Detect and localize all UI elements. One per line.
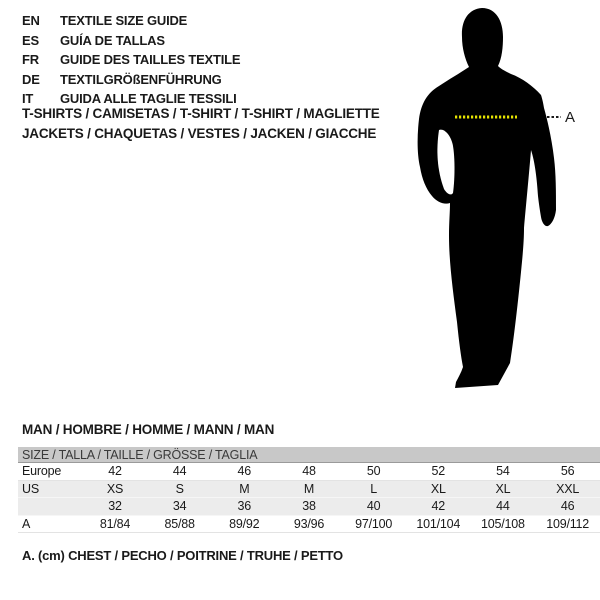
cell: 50 [341, 463, 406, 481]
cell: 52 [406, 463, 471, 481]
table-row-a-chest [18, 515, 600, 533]
cell: 48 [277, 463, 342, 481]
cell: 42 [83, 463, 148, 481]
cell: L [341, 480, 406, 498]
category-jackets: JACKETS / CHAQUETAS / VESTES / JACKEN / GIACCHE [22, 126, 377, 141]
measurement-a-label: A [565, 109, 576, 126]
cell: 40 [341, 498, 406, 516]
size-table-header-row [18, 447, 600, 463]
footnote-chest: A. (cm) CHEST / PECHO / POITRINE / TRUHE / PETTO [22, 548, 343, 563]
row-label: A [18, 515, 83, 533]
cell: 44 [147, 463, 212, 481]
cell: XL [406, 480, 471, 498]
language-code: EN [22, 13, 40, 29]
language-label: TEXTILE SIZE GUIDE [60, 13, 188, 29]
row-label [18, 498, 83, 516]
language-label: GUIDE DES TAILLES TEXTILE [60, 52, 241, 68]
row-label: US [18, 480, 83, 498]
cell: 93/96 [277, 515, 342, 533]
cell: 109/112 [535, 515, 600, 533]
cell: 42 [406, 498, 471, 516]
language-row-fr [22, 50, 240, 70]
cell: 105/108 [471, 515, 536, 533]
cell: 56 [535, 463, 600, 481]
cell: 81/84 [83, 515, 148, 533]
category-lines [22, 104, 380, 144]
cell: S [147, 480, 212, 498]
cell: 32 [83, 498, 148, 516]
cell: 36 [212, 498, 277, 516]
size-table-header: SIZE / TALLA / TAILLE / GRÖSSE / TAGLIA [18, 447, 600, 463]
table-row-numeric [18, 498, 600, 516]
cell: XL [471, 480, 536, 498]
cell: M [212, 480, 277, 498]
cell: M [277, 480, 342, 498]
language-code: FR [22, 52, 39, 68]
cell: 46 [535, 498, 600, 516]
language-row-de [22, 70, 240, 90]
language-code: IT [22, 91, 34, 107]
language-row-es [22, 31, 240, 51]
language-code: ES [22, 32, 39, 48]
cell: 89/92 [212, 515, 277, 533]
cell: 101/104 [406, 515, 471, 533]
cell: 85/88 [147, 515, 212, 533]
cell: 34 [147, 498, 212, 516]
language-label: GUIDA ALLE TAGLIE TESSILI [60, 91, 237, 107]
cell: 97/100 [341, 515, 406, 533]
cell: XS [83, 480, 148, 498]
cell: 46 [212, 463, 277, 481]
cell: 44 [471, 498, 536, 516]
cell: XXL [535, 480, 600, 498]
language-label: TEXTILGRÖßENFÜHRUNG [60, 71, 222, 87]
category-tshirts: T-SHIRTS / CAMISETAS / T-SHIRT / T-SHIRT / MAGLIETTE [22, 106, 380, 121]
size-table [18, 447, 600, 533]
silhouette-body [418, 8, 556, 388]
table-row-europe [18, 463, 600, 481]
language-label: GUÍA DE TALLAS [60, 32, 165, 48]
man-silhouette [410, 0, 580, 395]
cell: 38 [277, 498, 342, 516]
section-title-man: MAN / HOMBRE / HOMME / MANN / MAN [22, 422, 275, 437]
language-code: DE [22, 71, 40, 87]
cell: 54 [471, 463, 536, 481]
table-row-us [18, 480, 600, 498]
row-label: Europe [18, 463, 83, 481]
language-list [22, 11, 240, 109]
language-row-en [22, 11, 240, 31]
